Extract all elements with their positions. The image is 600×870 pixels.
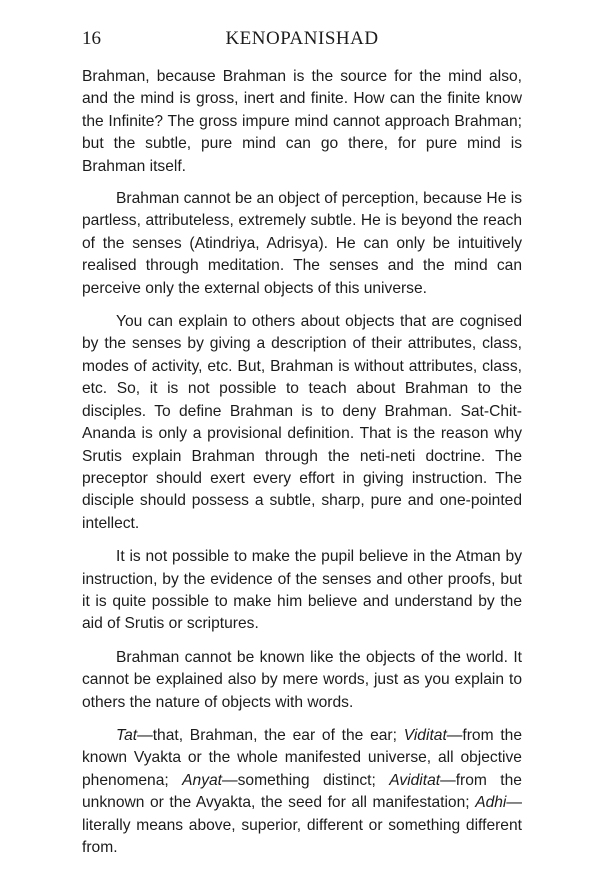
body-text [82, 66, 522, 870]
paragraph: You can explain to others about objects that are cognised by the senses by giving a description of their attributes, class, modes of activity, etc. But, Brahman is without attributes, class, etc. So, it is not possible to teach about Brahman to the disciples. To define Brahman is to deny Brahman. Sat-Chit-Ananda is only a provisional definition. That is the reason why Srutis explain Brahman through the neti-neti doctrine. The preceptor should exert every effort in giving instruction. The disciple should possess a subtle, sharp, pure and one-pointed intellect. [82, 313, 522, 532]
glossary-definition: —from the known Vyakta or the whole manifested universe, all objective phenomena; [82, 726, 522, 789]
page-number: 16 [82, 28, 101, 49]
paragraph-continued: Brahman, because Brahman is the source for the mind also, and the mind is gross, inert and finite. How can the finite know the Infinite? The gross impure mind cannot approach Brahman; but the subtle, pure mind can go there, for pure mind is Brahman itself. [82, 68, 522, 175]
running-head: KENOPANISHAD [225, 28, 379, 49]
glossary-term: Aviditat [389, 771, 441, 789]
glossary-definition: —literally means above, superior, different or something different from. [82, 794, 522, 856]
glossary-definition: —something distinct; [222, 771, 390, 789]
paragraph: It is not possible to make the pupil believe in the Atman by instruction, by the evidence of the senses and other proofs, but it is quite possible to make him believe and understand by the aid of Srutis or scriptures. [82, 548, 522, 633]
glossary-term: Tat [116, 726, 138, 744]
paragraph: Brahman cannot be an object of perception, because He is partless, attributeless, extremely subtle. He is beyond the reach of the senses (Atindriya, Adrisya). He can only be intuitively realised through meditation. The senses and the mind can perceive only the external objects of this universe. [82, 190, 522, 297]
glossary-term: Anyat [182, 771, 223, 789]
glossary-paragraph [82, 725, 522, 859]
glossary-term: Viditat [403, 726, 447, 744]
paragraph: Brahman cannot be known like the objects of the world. It cannot be explained also by mere words, just as you explain to others the nature of objects with words. [82, 648, 522, 711]
page-header [82, 28, 522, 54]
glossary-definition: —that, Brahman, the ear of the ear; [137, 726, 404, 744]
glossary-term: Adhi [475, 794, 507, 812]
glossary-definition: —from the unknown or the Avyakta, the seed for all manifestation; [82, 771, 522, 812]
